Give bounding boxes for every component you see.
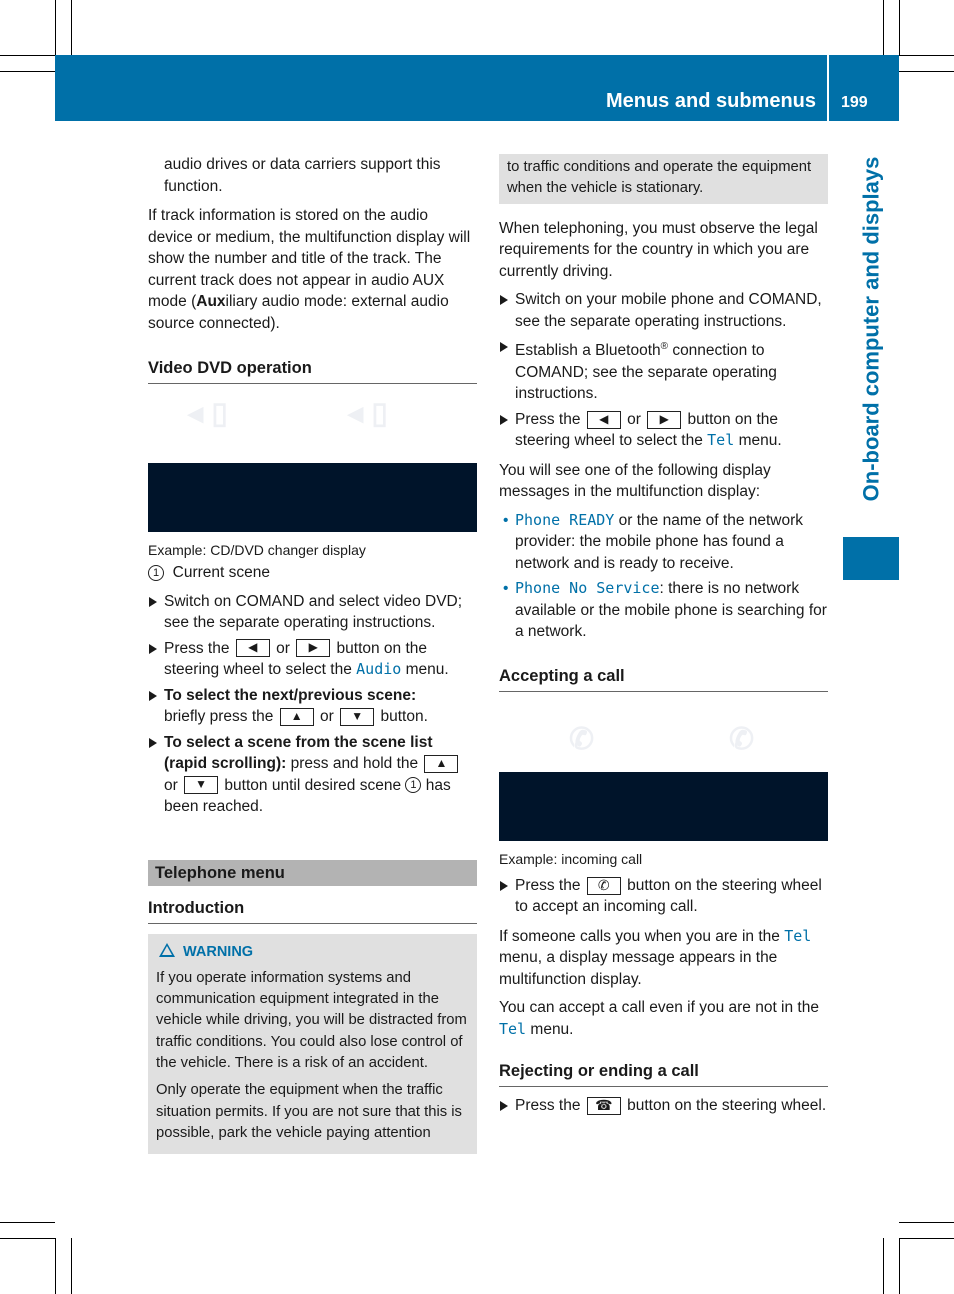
text: button until desired scene [224, 776, 402, 794]
crop-mark [899, 1238, 900, 1294]
text: or [320, 708, 334, 725]
instruction-step [499, 875, 828, 918]
up-arrow-key-icon: ▲ [280, 708, 314, 726]
display-ghost-mark: ✆ [729, 722, 755, 756]
instruction-step [148, 638, 477, 681]
registered-mark: ® [660, 341, 668, 353]
phone-hangup-icon: ☎ [587, 1097, 621, 1115]
right-column [499, 154, 828, 1121]
header-divider [827, 55, 829, 121]
text: If someone calls you when you are in the [499, 927, 780, 945]
instruction-step [499, 1095, 828, 1117]
image-caption: Example: incoming call [499, 850, 643, 867]
warning-paragraph: Only operate the equipment when the traffic situation permits. If you are not sure that this is possible, park the vehicle paying attention [156, 1082, 462, 1141]
text: press and hold the [290, 755, 419, 772]
paragraph: audio drives or data carriers support this function. [164, 156, 441, 195]
down-arrow-key-icon: ▼ [340, 708, 374, 726]
section-heading: Accepting a call [499, 665, 828, 692]
crop-mark [883, 0, 884, 55]
bold-text: To select the next/previous scene: [164, 686, 417, 704]
text: If track information is stored on the audio device or medium, the multifunction display will show the number and title of the track. The current track does not appear in audio AUX mode ( [148, 207, 471, 310]
text: button. [380, 708, 428, 725]
display-message: Phone READY [515, 510, 615, 529]
bullet-item [499, 510, 828, 575]
text: menu. [405, 661, 449, 678]
crop-mark [55, 1238, 56, 1294]
page-number: 199 [841, 94, 868, 111]
section-heading: Video DVD operation [148, 357, 477, 384]
section-bar-telephone: Telephone menu [148, 860, 477, 886]
text: button on the steering wheel to accept an incoming call. [515, 876, 822, 916]
instruction-step [499, 289, 828, 332]
incoming-call-display-image [499, 693, 828, 841]
instruction-step [148, 591, 477, 634]
text: Press the [515, 410, 581, 428]
crop-mark [899, 1222, 954, 1223]
warning-title [156, 942, 469, 963]
callout-number: 1 [405, 777, 421, 793]
text: Press the [164, 639, 230, 657]
down-arrow-key-icon: ▼ [184, 776, 218, 794]
instruction-step [148, 732, 477, 818]
menu-name: Tel [499, 1019, 527, 1038]
instruction-step [499, 409, 828, 452]
cd-dvd-display-image [148, 385, 477, 531]
text: has been reached. [164, 776, 451, 815]
crop-mark [71, 1238, 72, 1294]
text: iliary audio mode: external audio source connected). [148, 293, 449, 332]
text: or [276, 639, 290, 657]
paragraph: You will see one of the following display messages in the multifunction display: [499, 461, 771, 501]
text: or [627, 410, 641, 428]
callout-number: 1 [148, 565, 164, 581]
text: button on the steering wheel to select the [515, 410, 779, 450]
section-heading: Rejecting or ending a call [499, 1060, 828, 1087]
text: WARNING [183, 943, 254, 960]
crop-mark [71, 0, 72, 55]
side-tab [843, 121, 899, 537]
text: Switch on your mobile phone and COMAND, see the separate operating instructions. [515, 291, 822, 330]
left-arrow-key-icon: ◀ [587, 411, 621, 429]
paragraph [499, 926, 828, 991]
text: Establish a Bluetooth [515, 342, 661, 360]
display-message: Phone No Service [515, 579, 660, 598]
image-caption: Example: CD/DVD changer display [148, 542, 366, 558]
crop-mark [899, 71, 954, 72]
display-screen [499, 772, 828, 841]
menu-name: Tel [707, 431, 735, 450]
display-ghost-mark: ◂ ▯ [188, 397, 228, 430]
text: menu. [738, 432, 782, 450]
bold-text: Aux [196, 293, 226, 310]
display-screen [148, 463, 477, 532]
text: button on the steering wheel to select the [164, 639, 428, 678]
up-arrow-key-icon: ▲ [424, 755, 458, 773]
crop-mark [0, 71, 55, 72]
side-tab-label: On-board computer and displays [858, 156, 884, 502]
text: or the name of the network provider: the mobile phone has found a network and is ready to receive. [515, 511, 804, 572]
crop-mark [883, 1238, 884, 1294]
warning-box-continued: to traffic conditions and operate the equipment when the vehicle is stationary. [499, 154, 828, 204]
paragraph: When telephoning, you must observe the legal requirements for the country in which you are currently driving. [499, 219, 818, 280]
right-arrow-key-icon: ▶ [296, 639, 330, 657]
text: Press the [515, 876, 581, 894]
crop-mark [0, 1222, 55, 1223]
left-arrow-key-icon: ◀ [236, 639, 270, 657]
menu-name: Audio [356, 660, 402, 678]
crop-mark [0, 1238, 55, 1239]
callout-label: Current scene [172, 564, 270, 581]
text: menu, a display message appears in the multifunction display. [499, 949, 778, 988]
bullet-item [499, 578, 828, 643]
header-title: Menus and submenus [605, 90, 816, 112]
left-column [148, 154, 477, 1154]
text: menu. [530, 1020, 574, 1038]
text: : there is no network available or the mobile phone is searching for a network. [515, 580, 827, 641]
menu-name: Tel [784, 926, 812, 945]
side-tab-marker [843, 537, 899, 580]
section-heading: Introduction [148, 897, 477, 924]
warning-paragraph: If you operate information systems and communication equipment integrated in the vehicle while driving, you will be distracted from traffic conditions. You could also lose control of the vehicle. There is a risk of an accident. [156, 969, 467, 1071]
page-header [55, 55, 899, 121]
text: Switch on COMAND and select video DVD; see the separate operating instructions. [164, 592, 463, 631]
text: or [164, 776, 178, 794]
crop-mark [55, 0, 56, 55]
crop-mark [899, 1238, 954, 1239]
paragraph [148, 205, 477, 334]
text: You can accept a call even if you are not in the [499, 999, 819, 1017]
paragraph [499, 997, 828, 1040]
phone-accept-icon: ✆ [587, 877, 621, 895]
instruction-step [148, 685, 477, 728]
text: Press the [515, 1097, 581, 1115]
crop-mark [899, 55, 954, 56]
right-arrow-key-icon: ▶ [647, 411, 681, 429]
bold-text: To select a scene from the scene list (rapid scrolling): [164, 733, 433, 772]
warning-box [148, 934, 477, 1155]
warning-triangle-icon [159, 943, 175, 957]
display-ghost-mark: ✆ [569, 722, 595, 756]
text: connection to COMAND; see the separate operating instructions. [515, 342, 777, 403]
crop-mark [899, 0, 900, 55]
text: briefly press the [164, 708, 274, 725]
crop-mark [0, 55, 55, 56]
text: button on the steering wheel. [627, 1097, 827, 1115]
callout-legend [148, 562, 477, 584]
display-ghost-mark: ◂ ▯ [348, 397, 388, 430]
instruction-step [499, 336, 828, 405]
